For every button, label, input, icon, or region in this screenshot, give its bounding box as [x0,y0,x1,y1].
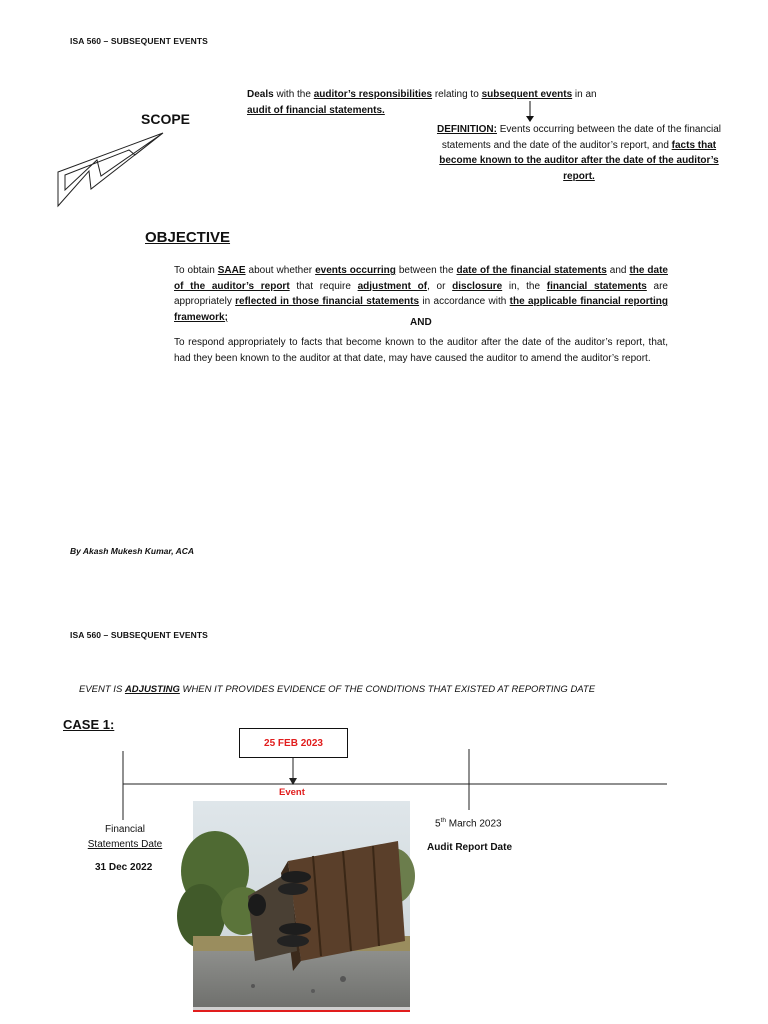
event-label: Event [279,787,305,798]
author-credit: By Akash Mukesh Kumar, ACA [70,546,195,556]
page-header: ISA 560 – SUBSEQUENT EVENTS [70,630,208,640]
scope-heading: SCOPE [141,111,191,127]
audit-report-date-label: Audit Report Date [427,842,512,853]
adjusting-term: ADJUSTING [124,684,180,695]
page-header: ISA 560 – SUBSEQUENT EVENTS [70,36,208,46]
text-run: in, the [502,280,547,292]
text-run: between the [395,265,457,276]
report-date-term: the date of the auditor’s report [174,265,668,292]
text-run: WHEN IT PROVIDES EVIDENCE OF THE CONDITIONS THAT EXISTED AT REPORTING DATE [179,684,596,695]
date-day: 5 [435,818,441,830]
text-run: To obtain [174,265,218,276]
photo-underline [193,1010,410,1012]
facts-known-after-term: facts that become known to the auditor after the date of the auditor’s report. [439,139,719,182]
events-occurring-term: events occurring [315,265,396,276]
text-run: about whether [245,265,316,276]
objective-heading-text: OBJECTIVE [145,229,231,246]
objective-paragraph-2: To respond appropriately to facts that become known to the auditor after the date of the auditor’s report, that, had they been known to the auditor at that date, may have caused the auditor to amend the auditor’s report. [174,337,668,364]
text-run: are appropriately [174,280,668,307]
text-run: with the [273,89,314,100]
reflected-term: reflected in those financial statements [235,296,420,307]
date-suffix: th [440,817,446,824]
fs-date: 31 Dec 2022 [95,862,153,873]
text-run: in an [572,89,597,100]
subsequent-events-term: subsequent events [481,89,573,100]
event-date: 25 FEB 2023 [264,737,323,749]
overturned-truck-photo [193,801,410,1011]
fs-date-label-line2: Statements Date [87,839,163,850]
financial-statements-term: financial statements [546,280,647,292]
text-run: that require [289,280,358,292]
text-run: Events occurring between the date of the financial statements and the date of the auditor’s report, and [441,124,722,151]
text-run: relating to [432,89,482,100]
audit-of-fs-term: audit of financial statements. [247,104,385,116]
deals-word: Deals [247,89,274,100]
text-run: and [606,265,630,276]
definition-label: DEFINITION: [436,124,497,135]
framework-term: the applicable financial reporting framework; [174,296,668,323]
and-connector: AND [410,317,432,328]
case-label: CASE 1: [63,717,115,732]
fs-date-term: date of the financial statements [456,265,607,276]
auditor-responsibilities-term: auditor’s responsibilities [313,89,433,100]
disclosure-term: disclosure [452,280,503,292]
fs-date-label [80,822,170,852]
audit-report-date [435,817,502,829]
fs-date-label-line1: Financial [104,824,146,835]
saae-term: SAAE [217,265,246,276]
text-run: in accordance with [419,296,510,307]
text-run: EVENT IS [79,684,125,695]
adjustment-term: adjustment of [357,280,428,292]
date-month-year: March 2023 [445,818,502,830]
text-run: , or [427,280,453,292]
